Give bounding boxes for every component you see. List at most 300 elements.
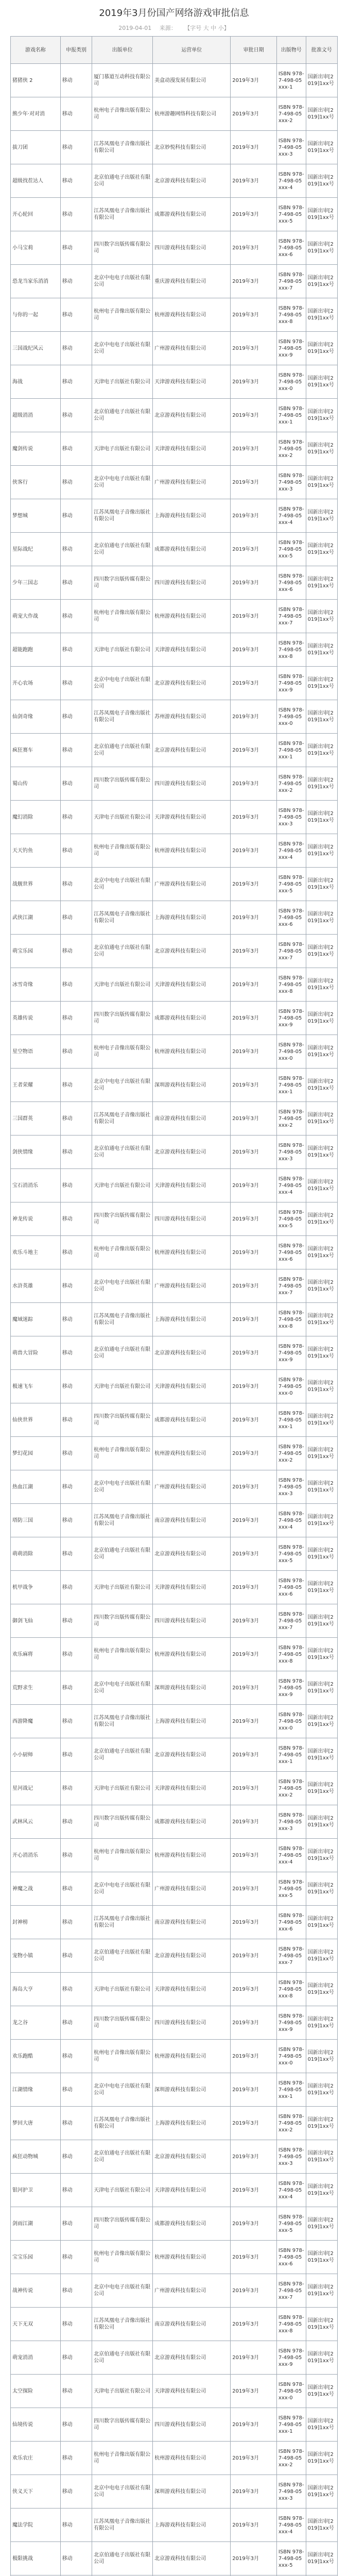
- table-cell: ISBN 978-7-498-05xxx-4: [276, 1839, 306, 1872]
- table-cell: ISBN 978-7-498-05xxx-3: [276, 2475, 306, 2509]
- table-cell: 2019年3月: [231, 2040, 277, 2073]
- table-cell: 2019年3月: [231, 298, 277, 332]
- table-cell: 四川游戏科技有限公司: [153, 767, 231, 801]
- table-cell: 江苏凤凰电子音像出版社有限公司: [92, 700, 153, 734]
- table-cell: ISBN 978-7-498-05xxx-5: [276, 868, 306, 901]
- table-cell: 2019年3月: [231, 466, 277, 499]
- table-cell: 2019年3月: [231, 935, 277, 968]
- table-cell: 天津游戏科技有限公司: [153, 1571, 231, 1604]
- table-cell: 天津电子出版社有限公司: [92, 1772, 153, 1805]
- table-cell: 杭州电子音像出版有限公司: [92, 834, 153, 868]
- table-cell: 移动: [60, 131, 92, 164]
- table-cell: 超级消消: [11, 399, 61, 432]
- table-row: [11, 1571, 338, 1604]
- table-cell: ISBN 978-7-498-05xxx-9: [276, 332, 306, 365]
- table-cell: 四川数字出版传媒有限公司: [92, 1002, 153, 1035]
- table-row: [11, 1002, 338, 1035]
- table-cell: 2019年3月: [231, 1336, 277, 1370]
- table-cell: ISBN 978-7-498-05xxx-8: [276, 1638, 306, 1671]
- table-cell: 魔域迷踪: [11, 1303, 61, 1336]
- table-row: [11, 2475, 338, 2509]
- table-cell: 2019年3月: [231, 901, 277, 935]
- table-cell: 深圳游戏科技有限公司: [153, 2475, 231, 2509]
- table-cell: 移动: [60, 935, 92, 968]
- table-row: [11, 533, 338, 566]
- table-cell: 梦回大唐: [11, 2107, 61, 2140]
- table-cell: 移动: [60, 1939, 92, 1973]
- table-cell: 国新出审[2019]1xx号: [306, 1136, 337, 1169]
- table-cell: 国新出审[2019]1xx号: [306, 1571, 337, 1604]
- table-cell: ISBN 978-7-498-05xxx-7: [276, 1604, 306, 1638]
- table-row: [11, 2341, 338, 2375]
- table-cell: 萌宝乐园: [11, 935, 61, 968]
- table-cell: 2019年3月: [231, 2442, 277, 2475]
- table-cell: 星际战纪: [11, 533, 61, 566]
- table-row: [11, 2207, 338, 2241]
- table-cell: 天津电子出版社有限公司: [92, 1370, 153, 1403]
- table-cell: ISBN 978-7-498-05xxx-8: [276, 1303, 306, 1336]
- table-cell: 2019年3月: [231, 2308, 277, 2341]
- table-cell: ISBN 978-7-498-05xxx-0: [276, 1035, 306, 1069]
- table-cell: 欢乐农庄: [11, 2442, 61, 2475]
- table-cell: 2019年3月: [231, 834, 277, 868]
- table-cell: ISBN 978-7-498-05xxx-6: [276, 566, 306, 600]
- table-cell: 太空探险: [11, 2375, 61, 2408]
- table-row: [11, 1035, 338, 1069]
- table-cell: 三国群英: [11, 1102, 61, 1136]
- table-cell: ISBN 978-7-498-05xxx-2: [276, 767, 306, 801]
- publish-date: 2019-04-01: [118, 25, 152, 31]
- table-cell: ISBN 978-7-498-05xxx-8: [276, 1973, 306, 2006]
- table-row: [11, 432, 338, 466]
- table-row: [11, 1169, 338, 1202]
- table-cell: 北京游戏科技有限公司: [153, 1738, 231, 1772]
- table-cell: ISBN 978-7-498-05xxx-4: [276, 1169, 306, 1202]
- table-cell: 北京游戏科技有限公司: [153, 1336, 231, 1370]
- table-cell: 国新出审[2019]1xx号: [306, 2408, 337, 2442]
- table-cell: 宝宝乐园: [11, 2241, 61, 2274]
- table-cell: 杭州游戏科技有限公司: [153, 600, 231, 633]
- table-cell: 恐龙当家乐消消: [11, 265, 61, 298]
- table-row: [11, 1671, 338, 1705]
- table-cell: 移动: [60, 1638, 92, 1671]
- table-cell: 移动: [60, 332, 92, 365]
- table-cell: ISBN 978-7-498-05xxx-5: [276, 1537, 306, 1571]
- table-cell: 2019年3月: [231, 2274, 277, 2308]
- table-cell: 国新出审[2019]1xx号: [306, 834, 337, 868]
- table-cell: ISBN 978-7-498-05xxx-3: [276, 131, 306, 164]
- table-cell: 天津电子出版社有限公司: [92, 801, 153, 834]
- table-cell: 天津游戏科技有限公司: [153, 365, 231, 399]
- table-cell: ISBN 978-7-498-05xxx-8: [276, 298, 306, 332]
- table-cell: 移动: [60, 432, 92, 466]
- table-cell: 剑侠情缘: [11, 1136, 61, 1169]
- table-cell: 移动: [60, 1504, 92, 1537]
- table-cell: 国新出审[2019]1xx号: [306, 1470, 337, 1504]
- table-cell: 北京中电电子出版社有限公司: [92, 265, 153, 298]
- table-row: [11, 2308, 338, 2341]
- table-cell: 移动: [60, 566, 92, 600]
- table-cell: ISBN 978-7-498-05xxx-9: [276, 1671, 306, 1705]
- table-cell: 天津电子出版社有限公司: [92, 633, 153, 667]
- column-header: 出版物号: [276, 37, 306, 64]
- table-row: [11, 834, 338, 868]
- table-cell: 国新出审[2019]1xx号: [306, 734, 337, 767]
- table-cell: 国新出审[2019]1xx号: [306, 2207, 337, 2241]
- table-cell: ISBN 978-7-498-05xxx-1: [276, 2408, 306, 2442]
- table-cell: 国新出审[2019]1xx号: [306, 1202, 337, 1236]
- table-cell: 成都游戏科技有限公司: [153, 198, 231, 231]
- table-cell: 四川游戏科技有限公司: [153, 2408, 231, 2442]
- table-cell: 国新出审[2019]1xx号: [306, 1906, 337, 1939]
- table-cell: 四川数字出版传媒有限公司: [92, 1805, 153, 1839]
- table-row: [11, 700, 338, 734]
- table-cell: 移动: [60, 1906, 92, 1939]
- table-row: [11, 566, 338, 600]
- table-cell: 广州游戏科技有限公司: [153, 332, 231, 365]
- table-cell: ISBN 978-7-498-05xxx-7: [276, 2274, 306, 2308]
- table-cell: 移动: [60, 1571, 92, 1604]
- table-cell: 国新出审[2019]1xx号: [306, 1738, 337, 1772]
- table-cell: ISBN 978-7-498-05xxx-0: [276, 2375, 306, 2408]
- table-cell: 2019年3月: [231, 1269, 277, 1303]
- table-cell: 国新出审[2019]1xx号: [306, 231, 337, 265]
- table-cell: 开心消消乐: [11, 1839, 61, 1872]
- table-cell: 移动: [60, 2542, 92, 2575]
- table-row: [11, 1336, 338, 1370]
- table-cell: 移动: [60, 734, 92, 767]
- table-cell: 江苏凤凰电子音像出版社有限公司: [92, 1303, 153, 1336]
- table-cell: 杭州游戏科技有限公司: [153, 2241, 231, 2274]
- table-row: [11, 968, 338, 1002]
- table-row: [11, 2375, 338, 2408]
- table-cell: 北京中电电子出版社有限公司: [92, 466, 153, 499]
- table-cell: 四川数字出版传媒有限公司: [92, 1604, 153, 1638]
- table-cell: 2019年3月: [231, 2408, 277, 2442]
- table-cell: 国新出审[2019]1xx号: [306, 1336, 337, 1370]
- table-cell: 移动: [60, 466, 92, 499]
- table-cell: 江苏凤凰电子音像出版社有限公司: [92, 901, 153, 935]
- table-row: [11, 2442, 338, 2475]
- table-cell: 移动: [60, 1470, 92, 1504]
- table-cell: 2019年3月: [231, 2475, 277, 2509]
- table-row: [11, 1236, 338, 1269]
- table-cell: 美盒动漫发展有限公司: [153, 64, 231, 97]
- table-cell: 北京游戏科技有限公司: [153, 399, 231, 432]
- table-cell: 北京妙悦科技有限公司: [153, 131, 231, 164]
- table-cell: 北京伯通电子出版社有限公司: [92, 533, 153, 566]
- table-cell: 2019年3月: [231, 499, 277, 533]
- table-row: [11, 1805, 338, 1839]
- table-row: [11, 734, 338, 767]
- table-cell: 超能跑跑: [11, 633, 61, 667]
- table-row: [11, 1102, 338, 1136]
- table-cell: 天津游戏科技有限公司: [153, 2174, 231, 2207]
- table-cell: 疯狂动物城: [11, 2140, 61, 2174]
- table-cell: 移动: [60, 97, 92, 131]
- column-header: 运营单位: [153, 37, 231, 64]
- table-cell: 国新出审[2019]1xx号: [306, 700, 337, 734]
- table-cell: 猪猪侠 2: [11, 64, 61, 97]
- table-cell: 移动: [60, 901, 92, 935]
- table-cell: 国新出审[2019]1xx号: [306, 1169, 337, 1202]
- table-cell: 北京伯通电子出版社有限公司: [92, 1537, 153, 1571]
- table-cell: 武林风云: [11, 1805, 61, 1839]
- table-row: [11, 1537, 338, 1571]
- table-cell: 国新出审[2019]1xx号: [306, 97, 337, 131]
- table-cell: 广州游戏科技有限公司: [153, 1470, 231, 1504]
- table-cell: ISBN 978-7-498-05xxx-4: [276, 2509, 306, 2542]
- table-row: [11, 600, 338, 633]
- table-cell: ISBN 978-7-498-05xxx-8: [276, 2308, 306, 2341]
- table-cell: 2019年3月: [231, 1906, 277, 1939]
- table-cell: 2019年3月: [231, 2207, 277, 2241]
- table-cell: ISBN 978-7-498-05xxx-9: [276, 2006, 306, 2040]
- table-cell: 移动: [60, 1002, 92, 1035]
- table-cell: 侠客行: [11, 466, 61, 499]
- table-cell: 2019年3月: [231, 2140, 277, 2174]
- table-cell: 移动: [60, 1738, 92, 1772]
- table-cell: 2019年3月: [231, 868, 277, 901]
- table-cell: 上海游戏科技有限公司: [153, 2107, 231, 2140]
- table-cell: 国新出审[2019]1xx号: [306, 1973, 337, 2006]
- table-cell: 移动: [60, 1537, 92, 1571]
- table-cell: 移动: [60, 1705, 92, 1738]
- table-cell: 移动: [60, 2241, 92, 2274]
- table-cell: 移动: [60, 1102, 92, 1136]
- table-row: [11, 231, 338, 265]
- table-cell: 2019年3月: [231, 1169, 277, 1202]
- table-cell: ISBN 978-7-498-05xxx-5: [276, 2207, 306, 2241]
- table-cell: 四川数字出版传媒有限公司: [92, 231, 153, 265]
- table-cell: 超级找茬达人: [11, 164, 61, 198]
- table-cell: 成都游戏科技有限公司: [153, 1805, 231, 1839]
- table-row: [11, 64, 338, 97]
- table-cell: 杭州电子音像出版有限公司: [92, 2442, 153, 2475]
- table-cell: 移动: [60, 1671, 92, 1705]
- table-cell: 2019年3月: [231, 2341, 277, 2375]
- table-cell: 2019年3月: [231, 1437, 277, 1470]
- table-cell: 移动: [60, 533, 92, 566]
- table-cell: 北京伯通电子出版社有限公司: [92, 1738, 153, 1772]
- approval-table: [10, 36, 338, 2576]
- table-cell: 小小厨师: [11, 1738, 61, 1772]
- table-cell: 杭州电子音像出版有限公司: [92, 600, 153, 633]
- table-cell: 国新出审[2019]1xx号: [306, 633, 337, 667]
- table-cell: 海岛大亨: [11, 1973, 61, 2006]
- table-cell: 神魔之战: [11, 1872, 61, 1906]
- table-cell: 侠义天下: [11, 2475, 61, 2509]
- table-cell: 欢乐麻将: [11, 1638, 61, 1671]
- table-cell: 2019年3月: [231, 1939, 277, 1973]
- table-cell: 荒野求生: [11, 1671, 61, 1705]
- table-cell: 2019年3月: [231, 64, 277, 97]
- table-cell: 国新出审[2019]1xx号: [306, 935, 337, 968]
- table-cell: 移动: [60, 1872, 92, 1906]
- table-cell: 移动: [60, 600, 92, 633]
- table-cell: 移动: [60, 1772, 92, 1805]
- table-cell: 移动: [60, 2174, 92, 2207]
- table-cell: ISBN 978-7-498-05xxx-4: [276, 2174, 306, 2207]
- table-cell: 剑雨江湖: [11, 2207, 61, 2241]
- table-cell: 南京游戏科技有限公司: [153, 1102, 231, 1136]
- table-row: [11, 365, 338, 399]
- table-cell: 移动: [60, 64, 92, 97]
- table-cell: 2019年3月: [231, 734, 277, 767]
- table-cell: 移动: [60, 365, 92, 399]
- table-cell: 国新出审[2019]1xx号: [306, 499, 337, 533]
- table-cell: 杭州游戏科技有限公司: [153, 1236, 231, 1269]
- table-cell: 天津游戏科技有限公司: [153, 1169, 231, 1202]
- column-header: 游戏名称: [11, 37, 61, 64]
- table-cell: 移动: [60, 1370, 92, 1403]
- table-cell: 国新出审[2019]1xx号: [306, 1805, 337, 1839]
- table-cell: 移动: [60, 2040, 92, 2073]
- table-cell: 国新出审[2019]1xx号: [306, 1872, 337, 1906]
- table-cell: 北京伯通电子出版社有限公司: [92, 1136, 153, 1169]
- table-cell: 北京游戏科技有限公司: [153, 1537, 231, 1571]
- table-cell: 移动: [60, 2341, 92, 2375]
- table-cell: 上海游戏科技有限公司: [153, 2509, 231, 2542]
- table-cell: 北京伯通电子出版社有限公司: [92, 2542, 153, 2575]
- approval-table-wrapper: [10, 36, 338, 2576]
- table-cell: 北京游戏科技有限公司: [153, 1939, 231, 1973]
- table-cell: 国新出审[2019]1xx号: [306, 365, 337, 399]
- table-cell: ISBN 978-7-498-05xxx-0: [276, 2040, 306, 2073]
- table-cell: 移动: [60, 499, 92, 533]
- table-row: [11, 2006, 338, 2040]
- table-cell: 国新出审[2019]1xx号: [306, 1939, 337, 1973]
- table-cell: 2019年3月: [231, 231, 277, 265]
- table-cell: 国新出审[2019]1xx号: [306, 2040, 337, 2073]
- table-cell: 北京游戏科技有限公司: [153, 1136, 231, 1169]
- table-cell: 移动: [60, 968, 92, 1002]
- table-cell: 上海游戏科技有限公司: [153, 901, 231, 935]
- table-cell: ISBN 978-7-498-05xxx-8: [276, 633, 306, 667]
- table-cell: 江苏凤凰电子音像出版社有限公司: [92, 1504, 153, 1537]
- table-cell: 杭州电子音像出版有限公司: [92, 1035, 153, 1069]
- table-row: [11, 2140, 338, 2174]
- table-cell: 三国战纪风云: [11, 332, 61, 365]
- table-cell: ISBN 978-7-498-05xxx-2: [276, 2107, 306, 2140]
- table-cell: 2019年3月: [231, 801, 277, 834]
- source-label: 来源：: [159, 25, 177, 31]
- table-cell: 北京中电电子出版社有限公司: [92, 2475, 153, 2509]
- table-cell: 2019年3月: [231, 1403, 277, 1437]
- table-cell: 成都游戏科技有限公司: [153, 1002, 231, 1035]
- table-cell: 杭州游戏科技有限公司: [153, 2040, 231, 2073]
- table-row: [11, 868, 338, 901]
- table-cell: 江苏凤凰电子音像出版社有限公司: [92, 198, 153, 231]
- font-size-switcher[interactable]: 【字号 大 中 小】: [184, 25, 230, 31]
- table-row: [11, 1136, 338, 1169]
- table-cell: 2019年3月: [231, 1102, 277, 1136]
- table-cell: 天津电子出版社有限公司: [92, 2375, 153, 2408]
- table-cell: 国新出审[2019]1xx号: [306, 198, 337, 231]
- table-row: [11, 1906, 338, 1939]
- table-cell: 国新出审[2019]1xx号: [306, 1236, 337, 1269]
- table-cell: 2019年3月: [231, 1872, 277, 1906]
- table-cell: 仙剑奇缘: [11, 700, 61, 734]
- table-cell: 天津电子出版社有限公司: [92, 365, 153, 399]
- table-cell: 天下无双: [11, 2308, 61, 2341]
- table-row: [11, 265, 338, 298]
- table-cell: 2019年3月: [231, 1504, 277, 1537]
- table-cell: 2019年3月: [231, 2073, 277, 2107]
- table-cell: 国新出审[2019]1xx号: [306, 2375, 337, 2408]
- table-cell: 2019年3月: [231, 533, 277, 566]
- table-cell: 南京游戏科技有限公司: [153, 1906, 231, 1939]
- table-row: [11, 1973, 338, 2006]
- table-cell: 2019年3月: [231, 365, 277, 399]
- table-cell: 2019年3月: [231, 1537, 277, 1571]
- table-cell: 星空物语: [11, 1035, 61, 1069]
- table-cell: 北京伯通电子出版社有限公司: [92, 935, 153, 968]
- table-cell: 杭州游戏科技有限公司: [153, 1437, 231, 1470]
- table-cell: 天津电子出版社有限公司: [92, 2174, 153, 2207]
- table-cell: 天津电子出版社有限公司: [92, 1571, 153, 1604]
- table-cell: 2019年3月: [231, 2006, 277, 2040]
- table-cell: 国新出审[2019]1xx号: [306, 265, 337, 298]
- table-cell: 移动: [60, 399, 92, 432]
- table-cell: 广州游戏科技有限公司: [153, 466, 231, 499]
- table-cell: 移动: [60, 1805, 92, 1839]
- table-cell: ISBN 978-7-498-05xxx-9: [276, 1002, 306, 1035]
- table-row: [11, 1470, 338, 1504]
- table-cell: 四川数字出版传媒有限公司: [92, 1202, 153, 1236]
- table-row: [11, 1939, 338, 1973]
- table-cell: 北京游戏科技有限公司: [153, 734, 231, 767]
- table-cell: 蜀山传: [11, 767, 61, 801]
- table-cell: 深圳游戏科技有限公司: [153, 1671, 231, 1705]
- table-cell: 疯狂赛车: [11, 734, 61, 767]
- table-cell: 四川数字出版传媒有限公司: [92, 767, 153, 801]
- table-cell: 南京游戏科技有限公司: [153, 1504, 231, 1537]
- table-cell: 国新出审[2019]1xx号: [306, 332, 337, 365]
- table-cell: 国新出审[2019]1xx号: [306, 1638, 337, 1671]
- table-cell: 龙之谷: [11, 2006, 61, 2040]
- table-cell: ISBN 978-7-498-05xxx-3: [276, 1136, 306, 1169]
- table-cell: 2019年3月: [231, 700, 277, 734]
- table-cell: 魔剑传说: [11, 432, 61, 466]
- table-cell: 移动: [60, 1035, 92, 1069]
- table-cell: 魔法学院: [11, 2509, 61, 2542]
- table-cell: 天津电子出版社有限公司: [92, 1169, 153, 1202]
- table-cell: 2019年3月: [231, 332, 277, 365]
- table-cell: 国新出审[2019]1xx号: [306, 533, 337, 566]
- table-cell: 国新出审[2019]1xx号: [306, 1403, 337, 1437]
- table-cell: 2019年3月: [231, 399, 277, 432]
- table-row: [11, 2241, 338, 2274]
- table-cell: 厦门慕道互动科技有限公司: [92, 64, 153, 97]
- table-cell: 杭州电子音像出版有限公司: [92, 1638, 153, 1671]
- table-row: [11, 97, 338, 131]
- table-cell: 杭州电子音像出版有限公司: [92, 1839, 153, 1872]
- table-cell: 天津电子出版社有限公司: [92, 968, 153, 1002]
- table-cell: 江苏凤凰电子音像出版社有限公司: [92, 2107, 153, 2140]
- table-cell: 四川游戏科技有限公司: [153, 231, 231, 265]
- table-cell: ISBN 978-7-498-05xxx-7: [276, 1269, 306, 1303]
- table-cell: 移动: [60, 667, 92, 700]
- table-cell: 国新出审[2019]1xx号: [306, 2140, 337, 2174]
- table-cell: 杭州电子音像出版有限公司: [92, 298, 153, 332]
- table-cell: 2019年3月: [231, 1136, 277, 1169]
- table-cell: ISBN 978-7-498-05xxx-2: [276, 432, 306, 466]
- table-cell: 移动: [60, 834, 92, 868]
- table-cell: 2019年3月: [231, 767, 277, 801]
- table-cell: 移动: [60, 2073, 92, 2107]
- table-cell: 国新出审[2019]1xx号: [306, 466, 337, 499]
